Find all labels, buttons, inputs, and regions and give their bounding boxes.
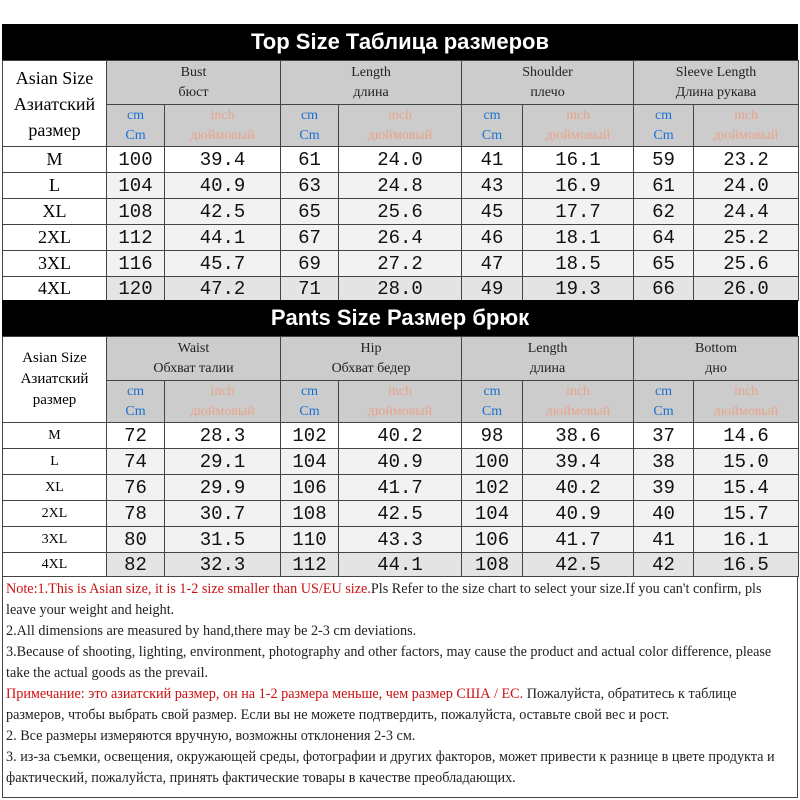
size-value: 100 <box>462 449 523 475</box>
size-value: 41.7 <box>339 475 462 501</box>
measure-header <box>462 337 634 381</box>
measure-header <box>107 337 281 381</box>
size-value: 63 <box>281 173 339 199</box>
measure-name-en: Sleeve Length <box>675 64 757 80</box>
note-ru-2: 2. Все размеры измеряются вручную, возможны отклонения 2-3 см. <box>6 728 416 744</box>
size-value: 44.1 <box>339 553 462 577</box>
size-value: 15.0 <box>694 449 799 475</box>
measure-name-en: Length <box>527 340 568 356</box>
unit-inch-label: дюймовый <box>190 403 255 419</box>
size-label: M <box>3 147 107 173</box>
size-value: 64 <box>634 225 694 251</box>
size-value: 106 <box>281 475 339 501</box>
table-row <box>3 251 799 277</box>
unit-cm-label: cm <box>654 107 673 123</box>
asian-size-label: Азиатский <box>20 371 89 387</box>
unit-cm-label: cm <box>483 383 501 399</box>
size-value: 23.2 <box>694 147 799 173</box>
table-row <box>3 423 799 449</box>
unit-cm-label: cm <box>126 383 145 399</box>
measure-name-en: Shoulder <box>522 64 573 80</box>
size-value: 61 <box>634 173 694 199</box>
table-row <box>3 475 799 501</box>
unit-inch-label: дюймовый <box>367 127 433 143</box>
table-row <box>3 449 799 475</box>
unit-inch-label: дюймовый <box>713 403 779 419</box>
table-row <box>3 553 799 577</box>
size-label: 2XL <box>3 501 107 527</box>
unit-inch <box>339 381 462 423</box>
size-value: 18.5 <box>523 251 634 277</box>
note-1: Note:1.This is Asian size, it is 1-2 size smaller than US/EU size.Pls Refer to the size chart to select your size.If you can't confirm, pls leave your weight and height. <box>6 581 762 618</box>
size-label: 4XL <box>3 277 107 301</box>
size-value: 108 <box>462 553 523 577</box>
size-value: 66 <box>634 277 694 301</box>
size-value: 40.2 <box>523 475 634 501</box>
size-label: XL <box>3 199 107 225</box>
size-value: 16.1 <box>694 527 799 553</box>
pants-size-table <box>2 336 799 577</box>
note-ru-3: 3. из-за съемки, освещения, окружающей среды, фотографии и других факторов, может привести к разнице в цвете продукта и фактический, пожалуйста, принять фактические товары в качестве преобладающих. <box>6 749 775 786</box>
size-value: 25.2 <box>694 225 799 251</box>
measure-name-en: Hip <box>360 340 382 356</box>
size-value: 26.0 <box>694 277 799 301</box>
unit-inch-label: inch <box>565 107 591 123</box>
unit-inch <box>694 105 799 147</box>
measure-name-ru: Длина рукава <box>675 84 757 100</box>
unit-row <box>3 381 799 423</box>
unit-cm-label: cm <box>483 107 501 123</box>
unit-inch <box>165 381 281 423</box>
measure-name-ru: плечо <box>530 84 565 100</box>
unit-inch <box>339 105 462 147</box>
unit-cm <box>462 105 523 147</box>
size-value: 43.3 <box>339 527 462 553</box>
size-value: 108 <box>107 199 165 225</box>
unit-inch-label: inch <box>733 107 759 123</box>
unit-cm <box>634 105 694 147</box>
size-value: 26.4 <box>339 225 462 251</box>
note-3: 3.Because of shooting, lighting, environment, photography and other factors, may cause the product and actual color difference, please take the actual goods as the prevail. <box>6 644 772 681</box>
measure-header <box>107 61 281 105</box>
unit-cm-label: cm <box>654 383 673 399</box>
measure-name-en: Bust <box>180 64 207 80</box>
unit-cm <box>281 105 339 147</box>
unit-cm-label: Cm <box>653 403 674 419</box>
size-value: 82 <box>107 553 165 577</box>
table-row <box>3 225 799 251</box>
unit-cm-label: Cm <box>125 403 146 419</box>
unit-cm-label: Cm <box>481 127 503 143</box>
size-value: 102 <box>281 423 339 449</box>
unit-cm <box>281 381 339 423</box>
measure-name-ru: бюст <box>178 84 209 100</box>
size-value: 37 <box>634 423 694 449</box>
size-value: 106 <box>462 527 523 553</box>
unit-cm-label: Cm <box>299 127 320 143</box>
top-size-table <box>2 60 799 301</box>
size-value: 65 <box>281 199 339 225</box>
size-value: 24.8 <box>339 173 462 199</box>
table-row <box>3 501 799 527</box>
size-value: 42 <box>634 553 694 577</box>
size-value: 14.6 <box>694 423 799 449</box>
size-value: 45 <box>462 199 523 225</box>
size-value: 40.9 <box>165 173 281 199</box>
note-2: 2.All dimensions are measured by hand,there may be 2-3 cm deviations. <box>6 623 417 639</box>
size-value: 40.9 <box>339 449 462 475</box>
top-size-title: Top Size Таблица размеров <box>2 24 798 60</box>
unit-cm <box>462 381 523 423</box>
size-value: 59 <box>634 147 694 173</box>
size-value: 29.9 <box>165 475 281 501</box>
size-value: 25.6 <box>694 251 799 277</box>
measure-name-en: Length <box>351 64 391 80</box>
unit-cm-label: Cm <box>299 403 320 419</box>
size-value: 38 <box>634 449 694 475</box>
size-value: 104 <box>462 501 523 527</box>
size-value: 39 <box>634 475 694 501</box>
unit-inch <box>165 105 281 147</box>
table-row <box>3 527 799 553</box>
size-value: 15.7 <box>694 501 799 527</box>
size-value: 80 <box>107 527 165 553</box>
table-row <box>3 147 799 173</box>
size-value: 41 <box>462 147 523 173</box>
size-value: 100 <box>107 147 165 173</box>
size-value: 42.5 <box>523 553 634 577</box>
size-label: 3XL <box>3 527 107 553</box>
size-notes <box>2 576 798 798</box>
unit-row <box>3 105 799 147</box>
unit-cm-label: cm <box>300 107 319 123</box>
unit-inch-label: inch <box>387 107 413 123</box>
size-label: XL <box>3 475 107 501</box>
size-value: 40.9 <box>523 501 634 527</box>
unit-cm <box>634 381 694 423</box>
size-value: 25.6 <box>339 199 462 225</box>
unit-inch <box>523 105 634 147</box>
size-value: 24.0 <box>339 147 462 173</box>
size-label: 2XL <box>3 225 107 251</box>
size-value: 67 <box>281 225 339 251</box>
size-value: 28.0 <box>339 277 462 301</box>
size-value: 116 <box>107 251 165 277</box>
measure-header <box>281 61 462 105</box>
unit-inch <box>694 381 799 423</box>
size-value: 78 <box>107 501 165 527</box>
size-value: 47.2 <box>165 277 281 301</box>
size-value: 28.3 <box>165 423 281 449</box>
size-value: 43 <box>462 173 523 199</box>
measure-name-ru: Обхват талии <box>153 360 234 376</box>
measure-name-en: Waist <box>177 340 210 356</box>
measure-name-ru: длина <box>353 84 389 100</box>
size-value: 16.9 <box>523 173 634 199</box>
unit-cm-label: cm <box>300 383 319 399</box>
size-value: 110 <box>281 527 339 553</box>
unit-cm <box>107 381 165 423</box>
measure-header <box>634 61 799 105</box>
table-row <box>3 173 799 199</box>
unit-inch-label: inch <box>565 383 591 399</box>
size-value: 39.4 <box>523 449 634 475</box>
note-ru-1: Примечание: это азиатский размер, он на 1-2 размера меньше, чем размер США / ЕС. Пожалуйста, обратитесь к таблице размеров, чтобы выбрать свой размер. Если вы не можете подтвердить, пожалуйста, оставьте свой вес и рост. <box>6 686 737 723</box>
size-value: 62 <box>634 199 694 225</box>
table-row <box>3 199 799 225</box>
size-value: 74 <box>107 449 165 475</box>
size-label: 3XL <box>3 251 107 277</box>
size-value: 32.3 <box>165 553 281 577</box>
size-value: 42.5 <box>165 199 281 225</box>
size-value: 31.5 <box>165 527 281 553</box>
table-row <box>3 277 799 301</box>
size-value: 46 <box>462 225 523 251</box>
size-value: 69 <box>281 251 339 277</box>
asian-size-label: Азиатский <box>13 93 96 114</box>
measure-header <box>634 337 799 381</box>
unit-inch-label: дюймовый <box>545 403 611 419</box>
size-value: 40.2 <box>339 423 462 449</box>
size-value: 18.1 <box>523 225 634 251</box>
size-value: 42.5 <box>339 501 462 527</box>
size-value: 30.7 <box>165 501 281 527</box>
size-value: 44.1 <box>165 225 281 251</box>
size-value: 17.7 <box>523 199 634 225</box>
size-value: 71 <box>281 277 339 301</box>
size-value: 24.0 <box>694 173 799 199</box>
measure-header <box>462 61 634 105</box>
unit-cm <box>107 105 165 147</box>
unit-inch-label: дюймовый <box>713 127 779 143</box>
pants-size-title: Pants Size Размер брюк <box>2 300 798 336</box>
size-value: 27.2 <box>339 251 462 277</box>
measure-header <box>281 337 462 381</box>
unit-inch <box>523 381 634 423</box>
size-value: 98 <box>462 423 523 449</box>
size-value: 104 <box>281 449 339 475</box>
size-value: 47 <box>462 251 523 277</box>
unit-inch-label: inch <box>210 383 235 399</box>
size-value: 45.7 <box>165 251 281 277</box>
size-value: 29.1 <box>165 449 281 475</box>
size-value: 102 <box>462 475 523 501</box>
size-label: 4XL <box>3 553 107 577</box>
size-value: 120 <box>107 277 165 301</box>
asian-size-label: Asian Size <box>22 350 87 366</box>
unit-cm-label: Cm <box>125 127 146 143</box>
unit-inch-label: inch <box>733 383 759 399</box>
size-value: 24.4 <box>694 199 799 225</box>
size-value: 108 <box>281 501 339 527</box>
unit-inch-label: дюймовый <box>545 127 611 143</box>
size-value: 41 <box>634 527 694 553</box>
size-label: L <box>3 449 107 475</box>
size-value: 112 <box>281 553 339 577</box>
size-label: M <box>3 423 107 449</box>
asian-size-header <box>3 337 107 423</box>
size-value: 65 <box>634 251 694 277</box>
header-row <box>3 337 799 381</box>
unit-inch-label: inch <box>387 383 413 399</box>
size-value: 16.1 <box>523 147 634 173</box>
asian-size-header <box>3 61 107 147</box>
asian-size-label: размер <box>32 392 77 408</box>
measure-name-en: Bottom <box>695 340 738 356</box>
size-value: 61 <box>281 147 339 173</box>
size-value: 104 <box>107 173 165 199</box>
asian-size-label: размер <box>28 119 81 140</box>
unit-cm-label: Cm <box>481 403 503 419</box>
size-value: 49 <box>462 277 523 301</box>
size-label: L <box>3 173 107 199</box>
asian-size-label: Asian Size <box>15 67 94 88</box>
size-value: 112 <box>107 225 165 251</box>
unit-cm-label: Cm <box>653 127 674 143</box>
size-value: 38.6 <box>523 423 634 449</box>
size-value: 72 <box>107 423 165 449</box>
size-value: 76 <box>107 475 165 501</box>
unit-cm-label: cm <box>126 107 145 123</box>
header-row <box>3 61 799 105</box>
size-value: 19.3 <box>523 277 634 301</box>
size-value: 39.4 <box>165 147 281 173</box>
size-value: 16.5 <box>694 553 799 577</box>
size-value: 40 <box>634 501 694 527</box>
size-value: 41.7 <box>523 527 634 553</box>
unit-inch-label: inch <box>210 107 235 123</box>
measure-name-ru: длина <box>529 360 566 376</box>
size-value: 15.4 <box>694 475 799 501</box>
unit-inch-label: дюймовый <box>367 403 433 419</box>
measure-name-ru: дно <box>705 360 727 376</box>
measure-name-ru: Обхват бедер <box>331 360 411 376</box>
unit-inch-label: дюймовый <box>190 127 255 143</box>
